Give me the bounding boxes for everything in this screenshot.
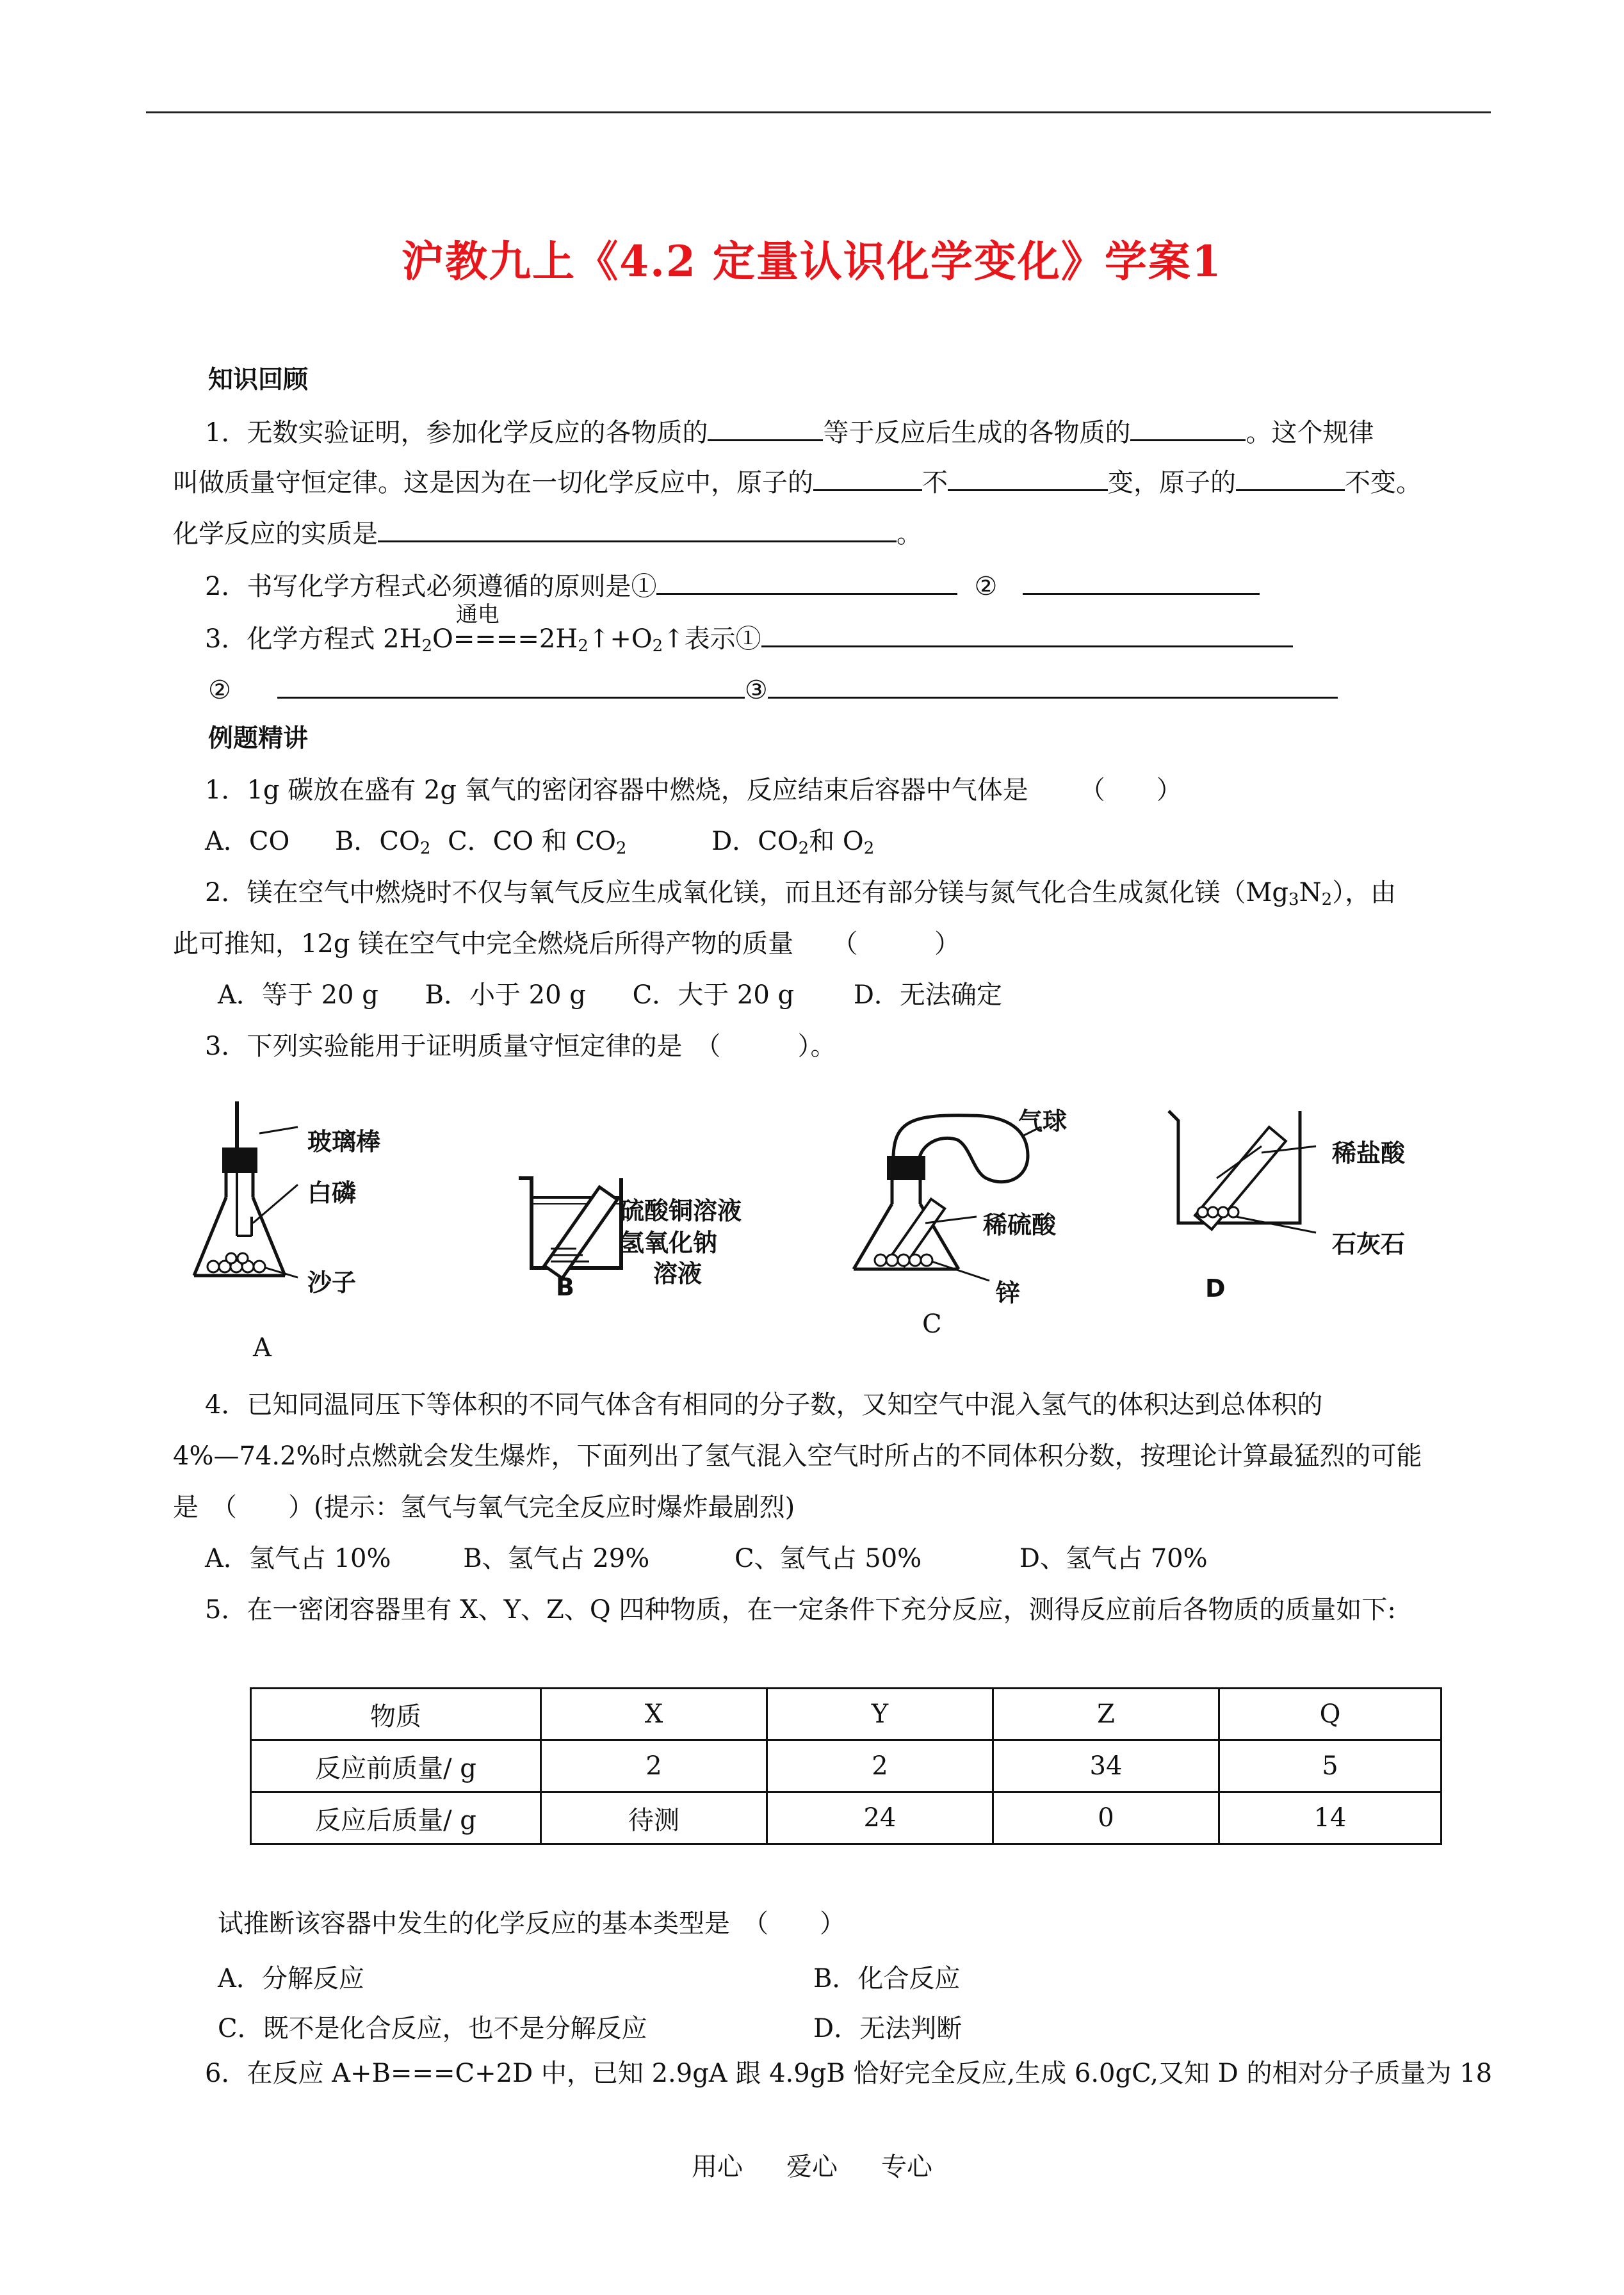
review-question-2	[205, 570, 1260, 602]
example-2-options	[218, 980, 1002, 1010]
review-question-1-line3	[173, 517, 922, 549]
footer-word: 用心	[692, 2152, 743, 2182]
table-cell: 物质	[251, 1689, 541, 1740]
q3-oxygen: O	[432, 624, 453, 654]
reaction-condition: 通电	[455, 602, 499, 628]
label-solution: 溶液	[653, 1260, 702, 1288]
table-cell: Y	[767, 1689, 993, 1740]
section-heading-review: 知识回顾	[208, 365, 309, 394]
label-copper-sulfate: 硫酸铜溶液	[620, 1197, 742, 1225]
table-row	[251, 1740, 1441, 1792]
q1-line2-text-a: 叫做质量守恒定律。这是因为在一切化学反应中，原子的	[173, 468, 813, 498]
header-rule	[146, 111, 1491, 113]
q1-text-c: 。这个规律	[1246, 418, 1374, 448]
table-cell: 2	[541, 1740, 767, 1792]
example-1	[205, 775, 1182, 806]
section-heading-examples: 例题精讲	[208, 724, 309, 753]
q2-text: 2．书写化学方程式必须遵循的原则是①	[205, 572, 657, 601]
table-cell: 24	[767, 1792, 993, 1844]
example-4-line2: 4%—74.2%时点燃就会发生爆炸，下面列出了氢气混入空气时所占的不同体积分数，按理论计算最猛烈的可能	[173, 1441, 1422, 1471]
table-cell: 14	[1219, 1792, 1441, 1844]
mass-table	[250, 1687, 1442, 1845]
q3-text: 3．化学方程式 2H	[205, 624, 422, 654]
e2-text: 2．镁在空气中燃烧时不仅与氧气反应生成氧化镁，而且还有部分镁与氮气化合生成氮化镁（Mg	[205, 878, 1289, 907]
page-title: 沪教九上《4.2 定量认识化学变化》学案1	[402, 236, 1222, 286]
review-question-1-line2	[173, 466, 1422, 498]
footer-word: 专心	[881, 2152, 932, 2182]
label-dilute-hydrochloric-acid: 稀盐酸	[1332, 1139, 1406, 1167]
q1-text-b: 等于反应后生成的各物质的	[823, 418, 1131, 448]
figure-a-letter: A	[253, 1333, 272, 1363]
option-b[interactable]: B、氢气占 29%	[463, 1544, 650, 1573]
q1-line2-text-d: 不变。	[1345, 468, 1422, 498]
q1-line2-text-b: 不	[922, 468, 948, 498]
apparatus-d-figure	[1165, 1108, 1338, 1236]
table-cell: 0	[993, 1792, 1219, 1844]
label-sand: 沙子	[307, 1269, 357, 1297]
option-b[interactable]: B．化合反应	[813, 1964, 961, 1993]
table-header-row	[251, 1689, 1441, 1740]
option-c[interactable]	[448, 827, 626, 856]
option-c-text: C．CO 和 CO	[448, 827, 616, 856]
answer-blank[interactable]	[656, 570, 957, 595]
reaction-arrow	[453, 602, 539, 654]
example-4: 4．已知同温同压下等体积的不同气体含有相同的分子数，又知空气中混入氢气的体积达到总体积的	[205, 1390, 1323, 1420]
option-c[interactable]: C、氢气占 50%	[734, 1544, 922, 1573]
label-dilute-sulfuric-acid: 稀硫酸	[983, 1211, 1057, 1239]
label-zinc: 锌	[996, 1279, 1021, 1307]
answer-blank[interactable]	[277, 674, 745, 699]
option-b[interactable]	[335, 827, 430, 856]
answer-blank[interactable]	[813, 466, 922, 491]
page-footer	[0, 2146, 1624, 2183]
e2-text-end: ），由	[1332, 878, 1397, 907]
subscript: 2	[863, 839, 875, 858]
footer-word: 爱心	[786, 2152, 838, 2182]
q3-end: ↑表示①	[663, 624, 761, 654]
label-sodium-hydroxide: 氢氧化钠	[620, 1229, 718, 1257]
q3-mark-2: ②	[208, 676, 231, 705]
q3-mark-3: ③	[744, 676, 768, 705]
subscript: 2	[652, 637, 663, 656]
label-limestone: 石灰石	[1332, 1230, 1406, 1258]
table-row	[251, 1792, 1441, 1844]
q3-mid: ↑+O	[588, 624, 653, 654]
option-d[interactable]: D、氢气占 70%	[1019, 1544, 1208, 1573]
example-3: 3．下列实验能用于证明质量守恒定律的是 （ ）。	[205, 1032, 836, 1061]
option-d-text-2: 和 O	[809, 827, 864, 856]
answer-blank[interactable]	[378, 517, 897, 542]
example-2-line2: 此可推知，12g 镁在空气中完全燃烧后所得产物的质量 （ ）	[173, 929, 961, 959]
option-d[interactable]: D．无法确定	[853, 980, 1002, 1010]
table-cell: 5	[1219, 1740, 1441, 1792]
answer-blank[interactable]	[1236, 466, 1345, 491]
example-4-options	[205, 1543, 1208, 1574]
answer-blank[interactable]	[768, 674, 1338, 699]
example-5: 5．在一密闭容器里有 X、Y、Z、Q 四种物质，在一定条件下充分反应，测得反应前后各物质的质量如下:	[205, 1595, 1396, 1625]
option-a[interactable]: A．氢气占 10%	[205, 1544, 391, 1573]
answer-blank[interactable]	[708, 416, 823, 441]
table-cell: Q	[1219, 1689, 1441, 1740]
review-question-3	[205, 602, 1293, 656]
figure-b-letter: B	[556, 1273, 574, 1301]
table-cell: 34	[993, 1740, 1219, 1792]
figure-c-letter: C	[922, 1310, 942, 1339]
example-2	[205, 877, 1396, 910]
q1-line3-text-b: 。	[897, 519, 922, 549]
answer-blank[interactable]	[1130, 416, 1246, 441]
label-white-phosphorus: 白磷	[307, 1179, 357, 1207]
q1-line2-text-c: 变，原子的	[1108, 468, 1236, 498]
option-c[interactable]: C．既不是化合反应，也不是分解反应	[218, 2014, 647, 2043]
option-b[interactable]: B．小于 20 g	[425, 980, 586, 1010]
subscript: 2	[798, 839, 809, 858]
table-cell: 反应后质量/ g	[251, 1792, 541, 1844]
subscript: 2	[419, 839, 431, 858]
review-question-1	[205, 416, 1374, 448]
table-cell: Z	[993, 1689, 1219, 1740]
option-d[interactable]: D．无法判断	[813, 2014, 962, 2043]
q3-hydrogen: 2H	[539, 624, 578, 654]
answer-blank[interactable]	[761, 622, 1293, 647]
figure-d-letter: D	[1205, 1274, 1226, 1302]
option-a[interactable]: A．分解反应	[218, 1964, 364, 1993]
example-4-line3: 是 （ ）(提示：氢气与氧气完全反应时爆炸最剧烈)	[173, 1493, 795, 1522]
q1-line3-text-a: 化学反应的实质是	[173, 519, 378, 549]
subscript: 2	[578, 637, 589, 656]
equals-sign: ====	[453, 624, 539, 654]
label-glass-rod: 玻璃棒	[307, 1128, 381, 1156]
review-question-3-line2	[208, 674, 1338, 706]
label-balloon: 气球	[1018, 1107, 1068, 1135]
option-c[interactable]: C．大于 20 g	[632, 980, 795, 1010]
apparatus-a-figure	[189, 1101, 323, 1293]
table-cell: 2	[767, 1740, 993, 1792]
example-5-question: 试推断该容器中发生的化学反应的基本类型是 （ ）	[218, 1909, 845, 1938]
table-cell: 反应前质量/ g	[251, 1740, 541, 1792]
subscript: 2	[615, 839, 627, 858]
option-d[interactable]	[711, 827, 874, 856]
option-b-text: B．CO	[335, 827, 420, 856]
e1-text: 1．1g 碳放在盛有 2g 氧气的密闭容器中燃烧，反应结束后容器中气体是	[205, 775, 1028, 805]
answer-blank[interactable]	[1023, 570, 1260, 595]
answer-blank[interactable]	[948, 466, 1108, 491]
example-6: 6．在反应 A+B===C+2D 中，已知 2.9gA 跟 4.9gB 恰好完全反应,生成 6.0gC,又知 D 的相对分子质量为 18	[205, 2059, 1493, 2088]
option-a[interactable]: A．CO	[205, 827, 290, 856]
answer-paren[interactable]: （ ）	[1079, 775, 1182, 805]
q1-text-a: 1．无数实验证明，参加化学反应的各物质的	[205, 418, 708, 448]
option-a[interactable]: A．等于 20 g	[218, 980, 378, 1010]
example-1-options	[205, 826, 874, 859]
q2-mark-2: ②	[974, 572, 998, 601]
e2-nitrogen: N	[1299, 878, 1322, 907]
option-d-text: D．CO	[711, 827, 799, 856]
subscript: 3	[1288, 890, 1299, 909]
subscript: 2	[421, 637, 433, 656]
table-cell: X	[541, 1689, 767, 1740]
subscript: 2	[1321, 890, 1333, 909]
table-cell: 待测	[541, 1792, 767, 1844]
